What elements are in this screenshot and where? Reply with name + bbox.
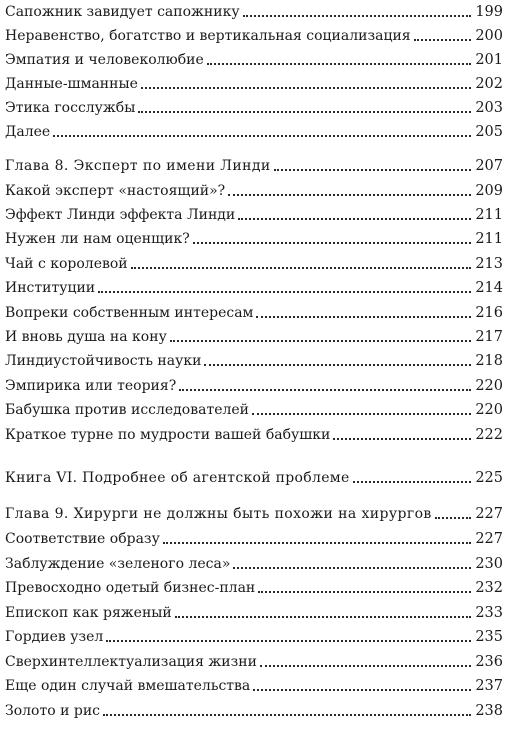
toc-entry-page: 225 bbox=[475, 470, 503, 486]
toc-entry-title: Неравенство, богатство и вертикальная социализация bbox=[5, 28, 411, 44]
dot-leader bbox=[256, 316, 471, 318]
toc-entry-title: Книга VI. Подробнее об агентской проблеме bbox=[5, 470, 350, 486]
dot-leader bbox=[238, 218, 471, 220]
toc-entry-page: 237 bbox=[475, 678, 503, 694]
toc-entry-page: 211 bbox=[475, 207, 503, 223]
toc-chapter-heading bbox=[5, 157, 503, 175]
toc-entry-page: 199 bbox=[475, 4, 503, 20]
toc-entry-page: 213 bbox=[475, 256, 503, 272]
toc-entry-title: Золото и рис bbox=[5, 703, 101, 719]
toc-entry bbox=[5, 328, 503, 346]
toc-chapter-heading bbox=[5, 505, 503, 523]
toc-entry bbox=[5, 530, 503, 548]
toc-entry-page: 200 bbox=[475, 28, 503, 44]
toc-entry-page: 202 bbox=[475, 76, 503, 92]
toc-entry-page: 230 bbox=[475, 556, 503, 572]
toc-entry-page: 220 bbox=[475, 402, 503, 418]
dot-leader bbox=[253, 689, 471, 691]
toc-entry-title: Сверхинтеллектуализация жизни bbox=[5, 654, 257, 670]
toc-entry-title: Гордиев узел bbox=[5, 629, 104, 645]
toc-entry-title: Далее bbox=[5, 124, 51, 140]
dot-leader bbox=[193, 242, 472, 244]
toc-entry bbox=[5, 702, 503, 720]
toc-entry bbox=[5, 182, 503, 200]
toc-entry bbox=[5, 230, 503, 248]
toc-entry bbox=[5, 377, 503, 395]
dot-leader bbox=[243, 15, 472, 17]
toc-entry-title: Соответствие образу bbox=[5, 531, 160, 547]
toc-entry-title: Нужен ли нам оценщик? bbox=[5, 231, 190, 247]
toc-entry-title: Линдиустойчивость науки bbox=[5, 353, 202, 369]
toc-entry-title: Вопреки собственным интересам bbox=[5, 305, 254, 321]
toc-entry-page: 216 bbox=[475, 305, 503, 321]
toc-entry bbox=[5, 206, 503, 224]
toc-entry-title: Эмпатия и человеколюбие bbox=[5, 52, 204, 68]
toc-entry-page: 207 bbox=[475, 158, 503, 174]
toc-entry-title: Епископ как ряженый bbox=[5, 605, 172, 621]
toc-entry-page: 211 bbox=[475, 231, 503, 247]
toc-entry-page: 233 bbox=[475, 605, 503, 621]
toc-entry bbox=[5, 304, 503, 322]
toc-entry-title: Какой эксперт «настоящий»? bbox=[5, 183, 226, 199]
dot-leader bbox=[175, 616, 472, 618]
toc-entry-title: Еще один случай вмешательства bbox=[5, 678, 251, 694]
dot-leader bbox=[106, 640, 471, 642]
toc-entry-page: 238 bbox=[475, 703, 503, 719]
toc-entry bbox=[5, 653, 503, 671]
toc-entry-title: Глава 8. Эксперт по имени Линди bbox=[5, 158, 271, 174]
toc-entry-title: И вновь душа на кону bbox=[5, 329, 167, 345]
toc-entry-title: Эффект Линди эффекта Линди bbox=[5, 207, 236, 223]
toc-entry bbox=[5, 555, 503, 573]
dot-leader bbox=[252, 413, 471, 415]
toc-entry-title: Бабушка против исследователей bbox=[5, 402, 250, 418]
dot-leader bbox=[233, 567, 471, 569]
toc-entry-title: Сапожник завидует сапожнику bbox=[5, 4, 240, 20]
dot-leader bbox=[53, 135, 471, 137]
toc-entry-title: Превосходно одетый бизнес-план bbox=[5, 580, 256, 596]
toc-entry-title: Глава 9. Хирурги не должны быть похожи на хирургов bbox=[5, 506, 432, 522]
dot-leader bbox=[414, 39, 472, 41]
toc-entry-page: 218 bbox=[475, 353, 503, 369]
dot-leader bbox=[179, 389, 471, 391]
dot-leader bbox=[103, 714, 471, 716]
toc-entry bbox=[5, 426, 503, 444]
dot-leader bbox=[98, 291, 471, 293]
toc-entry-title: Чай с королевой bbox=[5, 256, 128, 272]
toc-entry-page: 205 bbox=[475, 124, 503, 140]
dot-leader bbox=[258, 591, 471, 593]
toc-entry bbox=[5, 401, 503, 419]
dot-leader bbox=[138, 111, 471, 113]
toc-entry bbox=[5, 51, 503, 69]
toc-entry bbox=[5, 279, 503, 297]
dot-leader bbox=[131, 267, 472, 269]
toc-entry-title: Эмпирика или теория? bbox=[5, 378, 177, 394]
toc-entry-title: Краткое турне по мудрости вашей бабушки bbox=[5, 427, 331, 443]
toc-entry-page: 232 bbox=[475, 580, 503, 596]
dot-leader bbox=[353, 481, 472, 483]
toc-entry bbox=[5, 255, 503, 273]
dot-leader bbox=[435, 517, 472, 519]
toc-entry bbox=[5, 604, 503, 622]
toc-entry bbox=[5, 123, 503, 141]
toc-entry-page: 217 bbox=[475, 329, 503, 345]
toc-entry bbox=[5, 99, 503, 117]
toc-entry-page: 220 bbox=[475, 378, 503, 394]
dot-leader bbox=[228, 194, 471, 196]
dot-leader bbox=[204, 364, 471, 366]
toc-entry-title: Этика госслужбы bbox=[5, 100, 136, 116]
toc-entry-title: Заблуждение «зеленого леса» bbox=[5, 556, 231, 572]
toc-entry-page: 227 bbox=[475, 531, 503, 547]
toc-entry bbox=[5, 677, 503, 695]
dot-leader bbox=[260, 665, 471, 667]
toc-entry bbox=[5, 3, 503, 21]
dot-leader bbox=[333, 438, 471, 440]
toc-entry bbox=[5, 628, 503, 646]
toc-entry bbox=[5, 352, 503, 370]
toc-entry-title: Институции bbox=[5, 280, 96, 296]
toc-entry-page: 236 bbox=[475, 654, 503, 670]
toc-book-heading bbox=[5, 469, 503, 487]
dot-leader bbox=[207, 63, 472, 65]
toc-entry-page: 214 bbox=[475, 280, 503, 296]
toc-entry-page: 201 bbox=[475, 52, 503, 68]
dot-leader bbox=[163, 542, 472, 544]
dot-leader bbox=[141, 87, 471, 89]
toc-entry-page: 222 bbox=[475, 427, 503, 443]
dot-leader bbox=[170, 340, 472, 342]
toc-entry-title: Данные-шманные bbox=[5, 76, 138, 92]
toc-entry-page: 203 bbox=[475, 100, 503, 116]
toc-entry-page: 227 bbox=[475, 506, 503, 522]
toc-entry bbox=[5, 27, 503, 45]
toc-entry bbox=[5, 75, 503, 93]
toc-entry-page: 209 bbox=[475, 183, 503, 199]
toc-entry-page: 235 bbox=[475, 629, 503, 645]
toc-entry bbox=[5, 579, 503, 597]
dot-leader bbox=[274, 169, 472, 171]
